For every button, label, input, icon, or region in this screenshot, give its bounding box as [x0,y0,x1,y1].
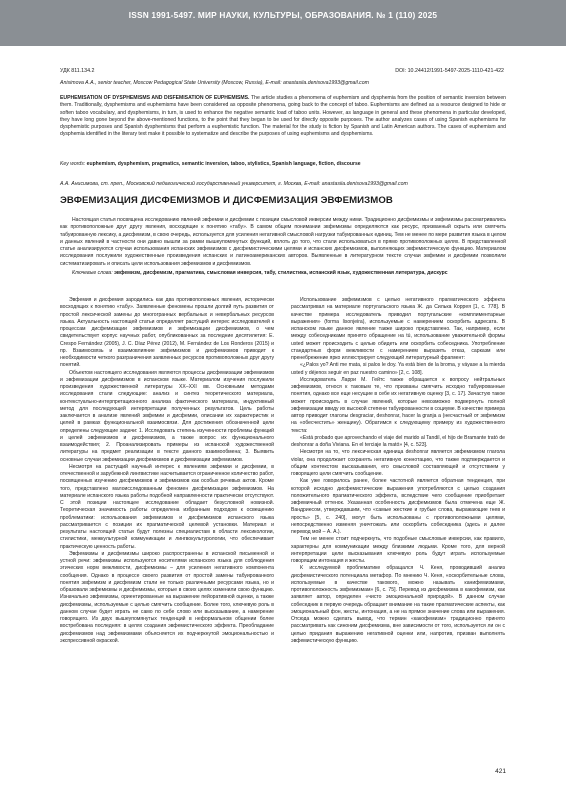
english-keywords-text: euphemism, dysphemism, pragmatics, semantic inversion, taboo, stylistics, Spanish language, fiction, discourse [86,161,361,167]
body-column-left [60,297,274,645]
russian-abstract [60,217,506,268]
paragraph: Использование эвфемизмов с целью негативного прагматического эффекта рассматривал на материале португальского языка Ж. да Силька Коррея [1, с. 778]. В качестве примера исследователь приводил португальские «комплиментарные выражения» (forma lisonjeira), используемые с намерением оскорбить адресата. В испанском языке данное явление также широко представлено. Так, например, если между собеседниками принято обращение на tú, использование уважительной формы usted может происходить с целью обидеть или оскорбить собеседника. Употребление стандартных форм вежливости с намерением выразить отказ, сарказм или пренебрежение ярко иллюстрирует следующий литературный фрагмент: [291,297,505,361]
english-keywords [60,161,506,168]
paragraph: «¿Palos yo? Anti me mata, si palos le doy. Ya está bien de la broma, y váyase a la mierda usted y déjenos seguir en paz nuestro camino» [2, c. 108]. [291,362,505,376]
udk-code: УДК 811.134.2 [60,68,95,74]
russian-author: А.А. Анисимова, ст. преп., Московский педагогический государственный университет, г. Москва, E-mail: anastasiia.denisova1993@gmail.com [60,181,408,187]
journal-header-band [0,0,566,46]
paragraph: Тем не менее стоит подчеркнуть, что подобные смысловые инверсии, как правило, характерны для коммуникации между близкими людьми. Кроме того, для верной интерпретации цели высказывания ключевую роль будут играть используемые говорящим интонация и жесты. [291,536,505,564]
paragraph: «Está probado que aprovechando el viaje del marido al Tandil, el hijo de Bramante trató de deshonrar a doña Viviana. En el terciaje la mató» [4, c. 523]. [291,434,505,448]
body-column-right [291,297,505,645]
journal-header: ISSN 1991-5497. МИР НАУКИ, КУЛЬТУРЫ, ОБРАЗОВАНИЯ. № 1 (110) 2025 [128,10,438,20]
russian-abstract-text: Настоящая статья посвящена исследованию явлений эвфемии и дисфемии с позиции смысловой инверсии между ними. Традиционно дисфемизмы и эвфемизмы рассматривались как противоположные друг другу явления, восходящие к понятию «табу». В самом общем понимании эвфемизмы определяются как ресурс, призванный скрыть или смягчить табуированную лексику, а дисфемизм, в свою очередь, используется для усиления негативной смысловой нагрузки табуированных единиц. Тем не менее по мере развития языка в целом и данных явлений в частности они давно вышли за рамки вышеупомянутых функций, вплоть до того, что стали использоваться в прямо противоположных целях. В представленной статье анализируются случаи использования испанских эвфемизмов с дисфемистическими целями и испанских дисфемизмов, выполняющих эвфемистическую функцию. Материалом исследования послужили художественные произведения испанских и латиноамериканских авторов. Выявленные в литературном тексте случаи эвфемии и дисфемии позволили систематизировать и описать цели использования эвфемизмов и дисфемизмов. [60,217,506,267]
english-title: EUPHEMISATION OF DYSPHEMISMS AND DISFEMISATION OF EUPHEMISMS. [60,95,250,101]
english-abstract-text: The article studies a phenomena of euphemism and dysphemia from the position of semantic inversion between them. Traditionally, dysphemisms and euphemisms have been considered as opposite phenomena, going back to the concept of taboo. Euphemisms are defined as a resource designed to hide or soften taboo vocabulary, and dysphemisms, in turn, is used to enhance the negative semantic load of taboo units. However, as language in general and these phenomena in particular developed, they have long gone beyond the above-mentioned functions, to the point that they began to be used for directly opposite purposes. The author analyzes cases of using Spanish euphemisms for dysphemistic purposes and Spanish dysphemisms that perform a euphemistic function. The material for the study is fiction by Spanish and Latin American authors. The cases of euphemism and dysphemia identified in the literary text make it possible to systematize and describe the purposes of using euphemisms and dysphemisms. [60,95,507,138]
paragraph: Эвфемизмы и дисфемизмы широко распространены в испанской письменной и устной речи: эвфемизмы используются носителями испанского языка для соблюдения этических норм вежливости, дисфемизмы – для усиления негативного компонента сообщения. Однако в процессе своего развития от простой замены табуированного понятия эвфемизм и дисфемизм стали не только различными ресурсами языка, но и образовали эвфемизмы и дисфемизмы, которые в своих целях изменили свою функцию. Изначально эвфемизмы, ориентированные на выражение пейоративной оценки, а также дисфемизмы, используемые с целью смягчить сообщение. Более того, ключевую роль в данном случае будет играть не само по себе слово или высказывание, а намерение говорящего. Из двух вышеупомянутых тенденций в неформальном общении более востребована последняя: в целях создания эвфемистического эффекта. Преобладание дисфемизмов над эвфемизмами объясняется их подчеркнутой эмоциональностью и экспрессивной окраской. [60,550,274,644]
english-abstract [60,95,506,139]
paragraph: К исследуемой проблематике обращался Ч. Кеня, проводивший анализ дисфемистического потенциала метафор. По мнению Ч. Кеня, «оскорбительные слова, используемые в качестве такового, можно называть канифемизмами, противоположность эвфемизмам» [6, c. 75]. Перевод из дисфемизма в какофемизм, как заявляет автор, определен «чисто эмоциональной природой». В данном случае собеседник в первую очередь обращает внимание на такие прагматические аспекты, как эмоциональный фон, жесты, интонация, а не на прямое значение слова или выражения. Отсюда можно сделать вывод, что термин «какофемизм» традиционно принято рассматривать как синоним дисфемизма, вне зависимости от того, используется ли он с целью придания выражению негативной оценки или, напротив, призван выполнять эвфемистическую функцию. [291,565,505,644]
paragraph: Несмотря на растущий научный интерес к явлениям эвфемии и дисфемии, в отечественной и зарубежной лингвистике насчитывается ограниченное количество работ, посвященных изучению дисфемизмов и эвфемизмов как особых речевых актов. Кроме того, представлено малоисследованным феномен дисфемизации эвфемизмов. На материале испанского языка работы подобной направленности практически отсутствуют. С этой позиции настоящее исследование обладает безусловной новизной. Теоретическая значимость работы определена избранным подходом к освещению проблематики: использования эвфемизмов и дисфемизмов испанского языка рассматривается с позиции их прагматической целевой установки. Материал и результаты настоящей статьи будут полезны специалистам в области лексикологии, стилистики, межкультурной коммуникации и лингвокультурологии, что обеспечивает практическую ценность работы. [60,463,274,550]
paragraph: Эвфемия и дисфемия зародились как два противоположных явления, исторически восходящих к понятию «табу». Заявленные феномены прошли долгий путь развития от простой лексической замены до многогранных вербальных и невербальных ресурсов языка. Актуальность настоящей статьи определяет растущий интерес исследователей к процессам дисфемизации эвфемизмов и эвфемизации дисфемизмов, о чем свидетельствует корпус научных работ, опубликованных за последние десятилетия: E. Crespo Fernández (2005), J. C. Díaz Pérez (2012), M. Fernández de Los Ronderos (2015) и пр. Взаимосвязь и взаимовлияние эвфемизмов и дисфемизмов приводит к необходимости четкого разграничения заявленных ресурсов противоположных друг другу понятий. [60,297,274,369]
russian-keywords-label: Ключевые слова: [72,270,113,276]
paragraph: Исследователь Ларри М. Гейтс также обращается к вопросу нейтральных эвфемизмов, относя к таковым те, что призваны смягчить исходно табуированные понятия, однако все еще несущие в себе их негативную оценку [3, c. 17]. Зачастую такое может происходить в случае явлений, которые невозможно подвергнуть полной эвфемизации ввиду их высокой степени табуированности в социуме. В качестве примера автор приводит глаголы desgraciar, deshonrar, hacer la granja a (несчастный от эвфемизм на «обесчестить» женщину). Обратимся к следующему примеру из художественного текста: [291,376,505,434]
english-author: Anisimova A.A., senior teacher, Moscow Pedagogical State University (Moscow, Russia), E-mail: anastasiia.denisova1993@gmail.com [60,80,369,86]
doi: DOI: 10.24412/1991-5497-2025-1110-421-422 [395,68,504,74]
paragraph: Несмотря на то, что лексическая единица deshonrar является эвфемизмом глагола violar, она продолжает сохранять негативную коннотацию, что также подтверждается и общим контекстом высказывания, его смысловой составляющей и отсутствием у говорящего цели смягчить сообщение. [291,449,505,477]
page-number: 421 [495,768,506,775]
paragraph: Объектом настоящего исследования являются процессы дисфемизации эвфемизмов и эвфемизации дисфемизмов в испанском языке. Материалом изучения послужили произведения художественной литературы XX–XXI вв. Основными методами исследования стали следующие: анализ и синтез теоретического материала, контекстуально-интерпретационного анализа фактического материала, индуктивный метод для последующей интерпретации полученных результатов. Цель работы заключается в анализе явлений эвфемии и дисфемии, описании их характеристик и целей в рамках функциональной взаимосвязи. Для достижения обозначенной цели определены следующие задачи: 1. Исследовать степень изученности проблемы функций и целей эвфемизмов и дисфемизмов, а также вопрос их функционального взаимодействия; 2. Проанализировать примеры из испанской художественной литературы на предмет реализации в тексте данного взаимообмена; 3. Выявить основные случаи эвфемизации дисфемизмов и дисфемизации эвфемизмов. [60,369,274,463]
article-title: ЭВФЕМИЗАЦИЯ ДИСФЕМИЗМОВ И ДИСФЕМИЗАЦИЯ ЭВФЕМИЗМОВ [60,195,393,206]
russian-keywords-text: эвфемизм, дисфемизм, прагматика, смысловая инверсия, табу, стилистика, испанский язык, художественная литература, дискурс [114,270,448,276]
paragraph: Как уже говорилось ранее, более частотной является обратная тенденция, при которой исходно дисфемистические выражения употребляются с целью создания положительного прагматического эффекта, вследствие чего сообщение приобретает эвфемичный оттенок. Указанная особенность дисфемизмов была отмечена еще Ж. Вандриесом, утверждавшим, что «самые жесткие и грубые слова, выражающие гнев и ярость» [5, с. 240], могут быть использованы с противоположными целями, непосредственно изменяя уничтожать или оскорбить собеседника (здесь и далее перевод мой – А. А.). [291,478,505,535]
russian-keywords [60,270,506,277]
english-keywords-label: Key words: [60,161,86,167]
